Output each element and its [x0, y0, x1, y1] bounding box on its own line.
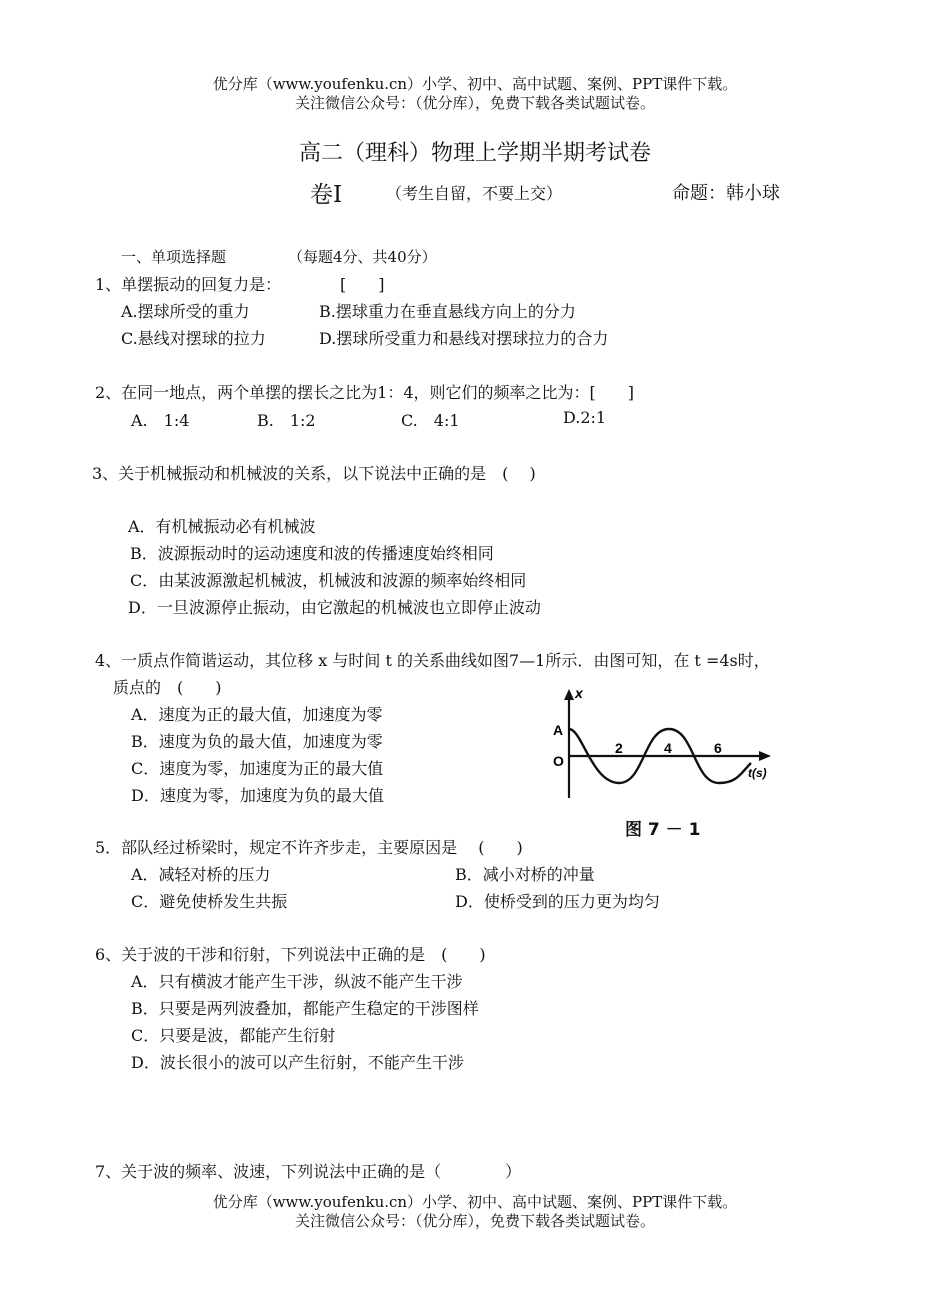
q6-option-d: D．波长很小的波可以产生衍射，不能产生干涉	[131, 1053, 464, 1072]
q1-bracket: [ ]	[340, 275, 385, 294]
q4-option-c: C．速度为零，加速度为正的最大值	[131, 759, 384, 778]
footer-line-2: 关注微信公众号：（优分库），免费下载各类试题试卷。	[294, 1212, 655, 1230]
figure-7-1-graph	[545, 686, 785, 806]
q7-stem: 7、关于波的频率、波速，下列说法中正确的是（ ）	[95, 1162, 522, 1181]
volume-label: 卷Ⅰ	[310, 182, 343, 208]
q5-option-c: C．避免使桥发生共振	[131, 892, 288, 911]
tick-4-label: 4	[664, 740, 672, 756]
q5-stem: 5．部队经过桥梁时，规定不许齐步走，主要原因是 ( )	[95, 838, 523, 857]
q5-option-d: D．使桥受到的压力更为均匀	[455, 892, 660, 911]
q6-option-c: C．只要是波，都能产生衍射	[131, 1026, 336, 1045]
q5-option-b: B．减小对桥的冲量	[455, 865, 595, 884]
q3-stem: 3、关于机械振动和机械波的关系，以下说法中正确的是 ( )	[92, 464, 536, 483]
q5-option-a: A．减轻对桥的压力	[131, 865, 271, 884]
q2-option-d: D.2:1	[563, 408, 607, 427]
volume-note: （考生自留，不要上交）	[386, 184, 563, 203]
q2-stem: 2、在同一地点，两个单摆的摆长之比为1：4，则它们的频率之比为：[ ]	[95, 383, 635, 402]
q1-option-b: B.摆球重力在垂直悬线方向上的分力	[319, 302, 576, 321]
amplitude-label: A	[553, 722, 564, 738]
q6-stem: 6、关于波的干涉和衍射，下列说法中正确的是 ( )	[95, 945, 486, 964]
q2-option-b: B. 1:2	[257, 411, 316, 430]
q6-option-a: A．只有横波才能产生干涉，纵波不能产生干涉	[131, 972, 463, 991]
section-points: （每题4分、共40分）	[288, 248, 437, 266]
origin-label: O	[553, 753, 564, 769]
tick-2-label: 2	[615, 740, 623, 756]
q1-option-c: C.悬线对摆球的拉力	[121, 329, 266, 348]
q3-option-c: C．由某波源激起机械波，机械波和波源的频率始终相同	[130, 571, 527, 590]
section-title: 一、单项选择题	[121, 248, 227, 266]
q4-option-b: B．速度为负的最大值，加速度为零	[131, 732, 383, 751]
x-axis-arrow-icon	[759, 751, 771, 761]
tick-6-label: 6	[714, 740, 722, 756]
q1-option-d: D.摆球所受重力和悬线对摆球拉力的合力	[319, 329, 609, 348]
q4-stem: 4、一质点作简谐运动，其位移 x 与时间 t 的关系曲线如图7—1所示．由图可知，在 t =4s时，	[95, 651, 770, 670]
q2-option-c: C. 4:1	[401, 411, 460, 430]
footer-line-1: 优分库（www.youfenku.cn）小学、初中、高中试题、案例、PPT课件下载。	[212, 1193, 738, 1211]
header-line-1: 优分库（www.youfenku.cn）小学、初中、高中试题、案例、PPT课件下载。	[212, 75, 738, 93]
q1-option-a: A.摆球所受的重力	[121, 302, 250, 321]
q3-option-b: B．波源振动时的运动速度和波的传播速度始终相同	[130, 544, 494, 563]
q4-option-a: A．速度为正的最大值，加速度为零	[131, 705, 383, 724]
q4-stem-2: 质点的 ( )	[113, 678, 222, 697]
q2-option-a: A. 1:4	[131, 411, 190, 430]
header-line-2: 关注微信公众号：（优分库），免费下载各类试题试卷。	[294, 94, 655, 112]
q3-option-a: A．有机械振动必有机械波	[128, 517, 316, 536]
q1-stem: 1、单摆振动的回复力是：	[95, 275, 282, 294]
author: 命题：韩小球	[672, 183, 780, 204]
exam-title: 高二（理科）物理上学期半期考试卷	[298, 141, 651, 166]
x-axis-label: t(s)	[748, 766, 767, 780]
figure-caption: 图 7 － 1	[625, 820, 701, 840]
y-axis-label: x	[575, 686, 583, 701]
y-axis-arrow-icon	[564, 689, 574, 700]
q6-option-b: B．只要是两列波叠加，都能产生稳定的干涉图样	[131, 999, 479, 1018]
q3-option-d: D．一旦波源停止振动，由它激起的机械波也立即停止波动	[128, 598, 541, 617]
q4-option-d: D．速度为零，加速度为负的最大值	[131, 786, 384, 805]
